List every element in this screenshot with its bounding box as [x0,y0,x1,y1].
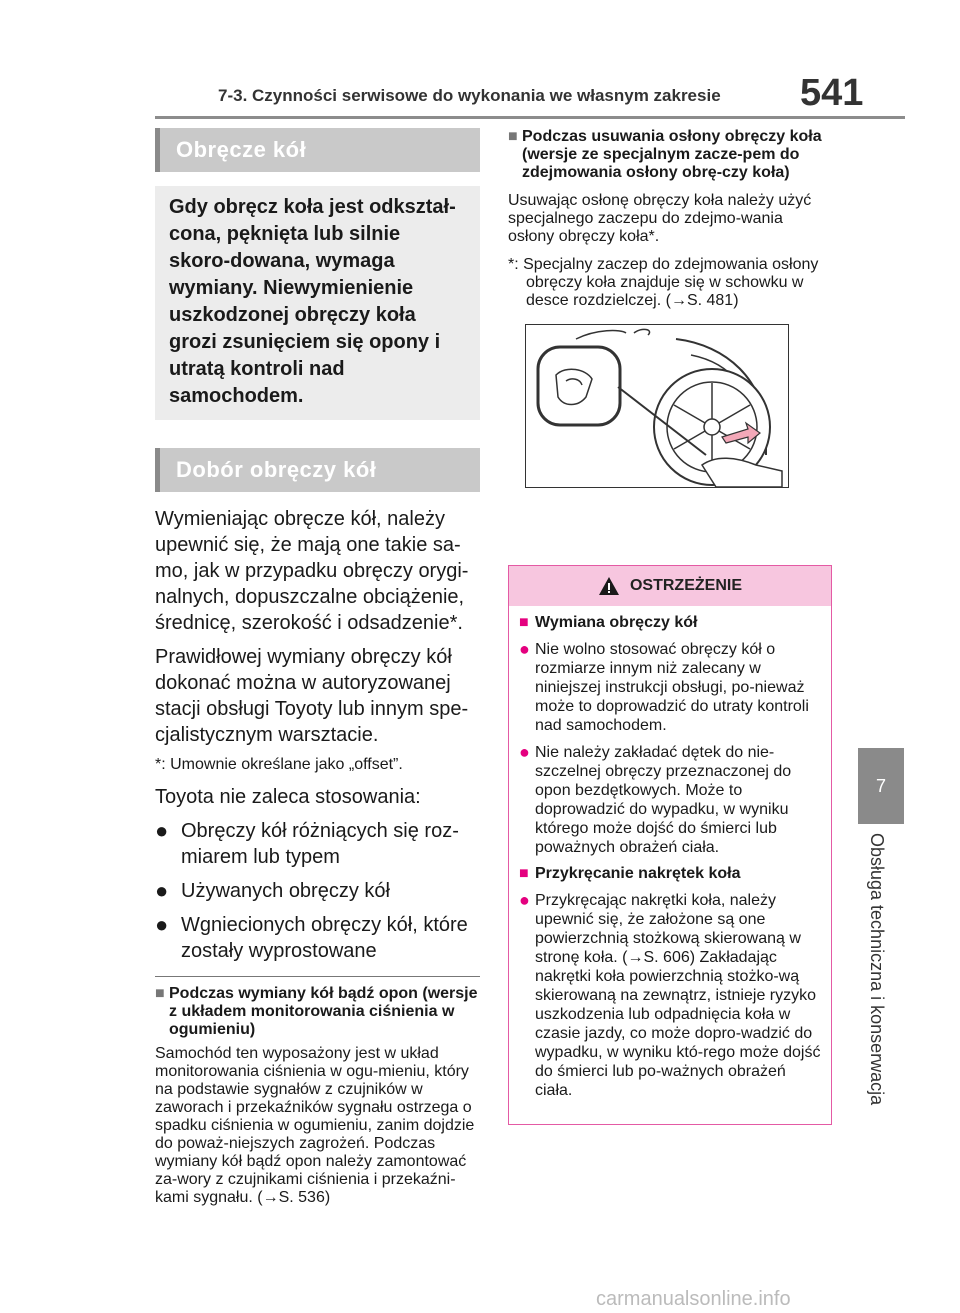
subheading-text: Podczas wymiany kół bądź opon (wersje z układem monitorowania ciśnienia w ogumieniu) [169,985,478,1038]
subheading-text: Podczas usuwania osłony obręczy koła (wersje ze specjalnym zacze-pem do zdejmowania osłony obrę-czy koła) [522,128,822,181]
left-column [155,128,480,1207]
warning-header [509,566,831,606]
section-title-selection: Dobór obręczy kół [155,448,480,492]
callout-box: Gdy obręcz koła jest odkształ-cona, pęknięta lub silnie skoro-dowana, wymaga wymiany. Niewymienienie uszkodzonej obręczy koła grozi zsunięciem się opony i utratą kontroli nad samochodem. [155,186,480,420]
bullet-icon: ● [519,742,530,762]
footnote: *: Umownie określane jako „offset”. [155,756,403,773]
tpms-text: Samochód ten wyposażony jest w układ monitorowania ciśnienia w ogu-mieniu, który na podstawie sygnałów z czujników w zaworach i przekaźników sygnału ostrzega o spadku ciśnienia w ogumieniu, zanim dojdzie do poważ-niejszych zagrożeń. Podczas wymiany kół bądź opon należy zamontować za-wory z czujnikami ciśnienia i przekaźni-kami sygnału. (→S. 536) [155,1045,475,1206]
chapter-tab: 7 [858,748,904,824]
warning-subheading-text: Wymiana obręczy kół [535,614,698,631]
warning-triangle-icon [598,576,620,596]
warning-subheading [519,614,821,632]
list-item [155,878,480,904]
page-number: 541 [800,72,864,114]
section-title-wheels: Obręcze kół [155,128,480,172]
warning-item-text: Nie wolno stosować obręczy kół o rozmiarze innym niż zalecany w niniejszej instrukcji obsługi, po-nieważ może to doprowadzić do utraty kontroli nad samochodem. [535,641,809,734]
square-bullet-icon: ■ [519,865,529,882]
warning-item-text: Przykręcając nakrętki koła, należy upewnić się, że założone są one powierzchnią stożkową skierowaną w stronę koła. (→S. 606) Zakładając nakrętki koła powierzchnią stożko-wą skierowaną na zewnątrz, istnieje ryzyko uszkodzenia lub odpadnięcia koła w czasie jazdy, co może dopro-wadzić do wypadku, w wyniku któ-rego może dojść do śmierci lub po-ważnych obrażeń ciała. [535,892,821,1099]
warning-item-text: Nie należy zakładać dętek do nie-szczelnej obręczy przeznaczonej do opon bezdętkowych. Może to doprowadzić do wypadku, w wyniku którego może dojść do śmierci lub poważnych obrażeń ciała. [535,744,792,856]
subheading-wheel-cover [508,128,832,182]
square-bullet-icon: ■ [519,614,529,631]
warning-item [519,891,821,1100]
wheel-cover-note: *: Specjalny zaczep do zdejmowania osłony obręczy koła znajduje się w schowku w desce rozdzielczej. (→S. 481) [508,256,819,309]
wheel-cover-text: Usuwając osłonę obręczy koła należy użyć specjalnego zaczepu do zdejmo-wania osłony obręczy koła*. [508,192,812,245]
bullet-icon: ● [155,912,169,937]
paragraph: Toyota nie zaleca stosowania: [155,786,421,808]
wheel-cover-illustration [525,324,789,488]
bullet-icon: ● [519,639,530,659]
paragraph: Wymieniając obręcze kół, należy upewnić się, że mają one takie sa-mo, jak w przypadku obręczy orygi-nalnych, dopuszczalne obciążenie, średnicę, szerokość i odsadzenie*. [155,508,469,634]
list-item [155,818,480,870]
list-item [155,912,480,964]
list-item-text: Obręczy kół różniących się roz-miarem lub typem [181,820,459,868]
warning-body [509,606,831,1116]
warning-subheading-text: Przykręcanie nakrętek koła [535,865,741,882]
warning-subheading [519,865,821,883]
list-item-text: Używanych obręczy kół [181,880,390,902]
selection-body [155,506,480,748]
subheading-tpms [155,985,480,1039]
warning-item [519,743,821,857]
warning-item [519,640,821,735]
bullet-icon: ● [155,878,169,903]
paragraph: Prawidłowej wymiany obręczy kół dokonać można w autoryzowanej stacji obsługi Toyoty lub innym spe-cjalistycznym warsztacie. [155,646,469,746]
square-bullet-icon: ■ [155,985,165,1002]
divider [155,976,480,977]
list-item-text: Wgniecionych obręczy kół, które zostały wyprostowane [181,914,468,962]
square-bullet-icon: ■ [508,128,518,145]
right-column [508,128,832,488]
bullet-icon: ● [155,818,169,843]
bullet-icon: ● [519,890,530,910]
warning-box [508,565,832,1125]
warning-title: OSTRZEŻENIE [629,577,742,594]
chapter-label: Obsługa techniczna i konserwacja [867,833,887,1106]
wheel-illustration-icon [526,325,788,487]
watermark: carmanualsonline.info [596,1288,791,1310]
running-header: 7-3. Czynności serwisowe do wykonania we własnym zakresie [218,86,721,105]
header-divider [155,116,905,119]
